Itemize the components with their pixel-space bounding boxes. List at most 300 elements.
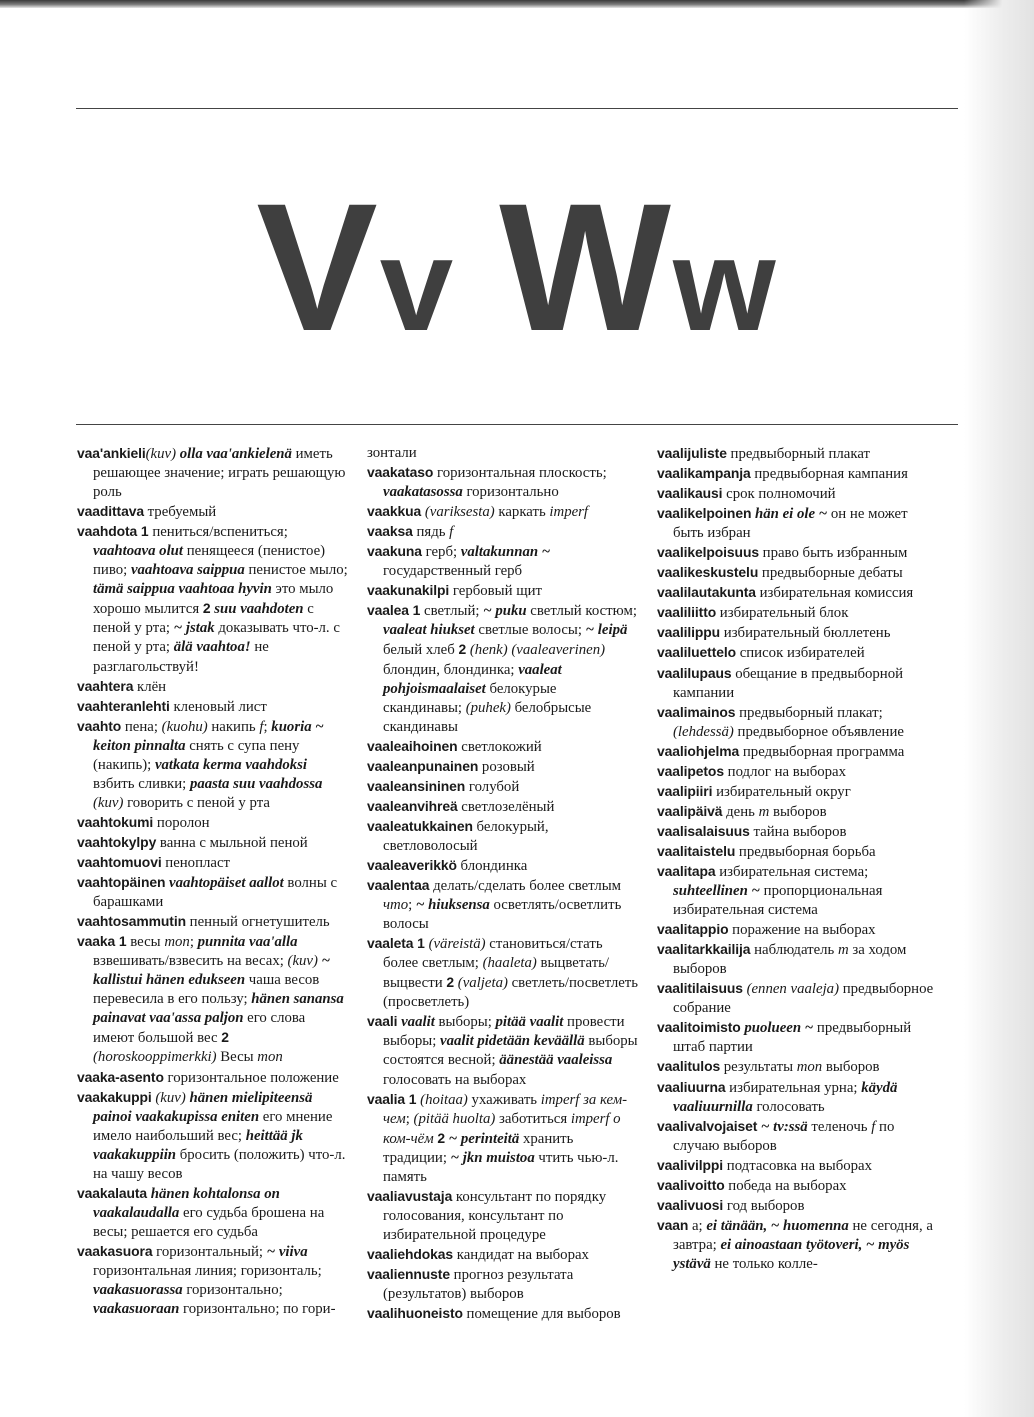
- sense-number: 1: [417, 935, 425, 952]
- translation-text: светлокожий: [457, 738, 542, 755]
- translation-text: горизонтальный;: [152, 1243, 267, 1260]
- translation-text: пенящееся (пенистое) пиво;: [93, 543, 326, 579]
- dictionary-entry: [367, 876, 639, 934]
- translation-text: день: [722, 803, 759, 820]
- translation-text: герб;: [421, 544, 461, 561]
- dictionary-entry: [77, 444, 348, 502]
- dictionary-column-3: [657, 444, 935, 1274]
- dictionary-entry: [657, 1057, 935, 1077]
- dictionary-entry: [77, 932, 348, 1067]
- translation-text: кандидат на выборах: [453, 1246, 589, 1263]
- translation-text: предвыборная кампания: [750, 466, 908, 483]
- dictionary-entry: [367, 1265, 639, 1304]
- headword: vaalivoitto: [657, 1176, 725, 1193]
- headword: vaalitapa: [657, 862, 716, 879]
- translation-text: доказывать что-л. с пеной у рта;: [93, 620, 340, 656]
- dictionary-entry: [367, 1187, 639, 1245]
- translation-text: предвыборные дебаты: [758, 565, 903, 582]
- translation-text: чтить чью-л. память: [383, 1149, 619, 1185]
- translation-text: пена;: [121, 718, 162, 735]
- dictionary-entry: [77, 677, 348, 697]
- translation-text: зонтали: [367, 445, 417, 461]
- usage-note: (variksesta): [424, 504, 495, 521]
- translation-text: белокурый, светловолосый: [383, 818, 549, 854]
- translation-text: право быть избранным: [758, 545, 908, 562]
- dictionary-entry: [367, 502, 639, 522]
- dictionary-entry: [77, 1242, 348, 1319]
- dictionary-entry: [657, 1018, 935, 1057]
- headword: vaalihuoneisto: [367, 1305, 463, 1322]
- translation-text: поражение на выборах: [728, 922, 876, 939]
- translation-text: выборы состоятся весной;: [383, 1033, 638, 1069]
- translation-text: голосовать на выборах: [383, 1071, 527, 1088]
- headword: vaahtomuovi: [77, 853, 162, 870]
- section-letter-heading: [76, 165, 958, 369]
- translation-text: горизонтальная линия; горизонталь;: [93, 1262, 322, 1279]
- translation-text: предвыборный плакат: [726, 446, 870, 462]
- translation-text: светлеть/посветлеть (просветлеть): [383, 975, 639, 1011]
- dictionary-entry: [657, 603, 935, 623]
- dictionary-entry: [657, 623, 935, 643]
- translation-text: а;: [688, 1217, 707, 1234]
- translation-text: пениться/вспениться;: [148, 524, 288, 541]
- headword: vaakkua: [367, 503, 422, 520]
- translation-text: белокурые скандинавы;: [383, 680, 557, 716]
- translation-text: говорить с пеной у рта: [123, 794, 270, 811]
- dictionary-entry: [657, 703, 935, 742]
- headword: vaaliehdokas: [367, 1245, 454, 1262]
- dictionary-entry: [367, 1245, 639, 1265]
- headword: vaaliluettelo: [657, 644, 736, 661]
- translation-text: пядь: [412, 524, 450, 541]
- translation-text: предвыборное объявление: [733, 723, 904, 740]
- translation-text: избирательная система;: [715, 863, 869, 880]
- example-phrase: ~ jkn muistoa: [450, 1149, 535, 1166]
- dictionary-entry: [657, 742, 935, 762]
- translation-text: становиться/стать более светлым;: [383, 936, 603, 972]
- example-phrase: olla vaa'ankielenä: [179, 446, 292, 462]
- dictionary-entry: [367, 1304, 639, 1324]
- translation-text: ванна с мыльной пеной: [156, 834, 308, 851]
- example-phrase: ~ tv:ssä: [761, 1118, 808, 1135]
- headword: vaalikeskustelu: [657, 564, 759, 581]
- usage-note: f: [871, 1118, 876, 1135]
- headword: vaakasuora: [77, 1242, 153, 1259]
- example-phrase: vaakasuoraan: [93, 1301, 180, 1318]
- headword: vaalipiiri: [657, 782, 713, 799]
- dictionary-entry: [367, 1090, 639, 1187]
- dictionary-entry: [77, 912, 348, 932]
- usage-note: m: [758, 803, 770, 820]
- headword: vaalikausi: [657, 485, 723, 502]
- headword: vaalitilaisuus: [657, 980, 743, 997]
- dictionary-entry: [657, 842, 935, 862]
- translation-text: розовый: [478, 758, 535, 775]
- dictionary-entry: [77, 873, 348, 912]
- translation-text: Весы: [216, 1049, 258, 1066]
- dictionary-entry: [657, 504, 935, 543]
- dictionary-entry: [367, 463, 639, 502]
- sense-number: 1: [412, 602, 421, 619]
- translation-text: срок полномочий: [722, 486, 836, 503]
- headword: vaalimainos: [657, 703, 736, 720]
- scan-top-shadow: [0, 0, 1034, 8]
- translation-text: консультант по порядку голосования, консультант по избирательной процедуре: [383, 1188, 607, 1243]
- usage-note: (kuv): [145, 446, 177, 462]
- headword: vaahteranlehti: [77, 697, 170, 714]
- translation-text: предвыборная программа: [739, 743, 905, 760]
- translation-text: тайна выборов: [749, 823, 847, 840]
- translation-text: избирательный блок: [716, 605, 849, 622]
- example-phrase: vatkata kerma vaahdoksi: [154, 756, 308, 773]
- example-phrase: valtakunnan ~: [460, 544, 551, 561]
- dictionary-entry: [367, 817, 639, 856]
- headword: vaalijuliste: [657, 445, 727, 461]
- translation-text: горизонтально;: [182, 1282, 283, 1299]
- translation-text: блондинка: [456, 857, 528, 874]
- dictionary-entry: [657, 979, 935, 1018]
- headword: vaalipetos: [657, 762, 724, 779]
- example-phrase: ~ leipä: [585, 622, 628, 639]
- translation-text: пенистое мыло;: [244, 562, 348, 579]
- example-phrase: vaahtoava saippua: [130, 562, 245, 579]
- sense-number: 1: [408, 1090, 417, 1107]
- translation-text: теленочь: [807, 1118, 872, 1135]
- headword: vaalitoimisto: [657, 1019, 741, 1036]
- headword: vaakunakilpi: [367, 582, 450, 599]
- translation-text: светлозелёный: [457, 798, 555, 815]
- translation-text: пропорциональная избирательная система: [673, 883, 883, 919]
- dictionary-entry: [657, 543, 935, 563]
- usage-note: (pitää huolta): [413, 1110, 496, 1127]
- translation-text: избирательная урна;: [725, 1079, 862, 1096]
- example-phrase: kuoria ~ keiton pinnalta: [93, 718, 324, 754]
- dictionary-entry: [367, 777, 639, 797]
- translation-text: помещение для выборов: [462, 1306, 621, 1323]
- scan-page-edge: [964, 0, 1034, 1417]
- sense-number: 2: [437, 1129, 446, 1146]
- example-phrase: vaahtoava olut: [93, 543, 184, 560]
- headword: vaaleatukkainen: [367, 817, 473, 834]
- translation-text: накипь: [207, 718, 260, 735]
- dictionary-entry: [657, 1117, 935, 1156]
- translation-text: пенопласт: [161, 854, 230, 871]
- example-phrase: vaalit: [401, 1014, 435, 1031]
- headword: vaakalauta: [77, 1184, 148, 1201]
- headword: vaahtopäinen: [77, 874, 166, 891]
- translation-text: кленовый лист: [169, 698, 267, 715]
- sense-number: 2: [458, 641, 467, 658]
- translation-text: список избирателей: [736, 645, 865, 662]
- headword: vaaleansininen: [367, 777, 466, 794]
- usage-note: (hoitaa): [420, 1091, 468, 1108]
- letter-upper-v: V: [256, 165, 380, 369]
- mid-rule: [76, 424, 958, 425]
- translation-text: выборы;: [434, 1014, 496, 1031]
- translation-text: подлог на выборах: [723, 763, 847, 780]
- dictionary-entry: [657, 484, 935, 504]
- sense-number: 1: [140, 523, 149, 540]
- translation-text: хранить традиции;: [383, 1130, 574, 1166]
- dictionary-entry: [657, 1078, 935, 1117]
- headword: vaakakuppi: [77, 1088, 152, 1105]
- headword: vaahdota: [77, 523, 138, 540]
- headword: vaahto: [77, 717, 122, 734]
- headword: vaahtokumi: [77, 813, 154, 830]
- usage-note: (kuv): [155, 1089, 186, 1106]
- translation-text: выцветать/выцвести: [383, 955, 610, 992]
- translation-text: с пеной у рта;: [93, 601, 314, 637]
- dictionary-entry: [77, 717, 348, 813]
- usage-note: mon: [796, 1059, 823, 1076]
- dictionary-entry: [657, 1156, 935, 1176]
- translation-text: ;: [405, 1110, 414, 1127]
- dictionary-entry: [657, 1196, 935, 1216]
- dictionary-entry: [657, 664, 935, 703]
- headword: vaalilippu: [657, 624, 721, 641]
- headword: vaaliavustaja: [367, 1187, 453, 1204]
- headword: vaalitulos: [657, 1058, 721, 1075]
- translation-text: осветлять/осветлить волосы: [383, 897, 622, 933]
- example-phrase: hänen sanansa painavat vaa'assa paljon: [93, 991, 344, 1027]
- dictionary-entry: [657, 920, 935, 940]
- translation-text: государственный герб: [383, 563, 523, 580]
- translation-text: блондин, блондинка;: [383, 661, 519, 678]
- dictionary-entry: [367, 934, 639, 1012]
- usage-note: (kuv): [287, 953, 318, 970]
- usage-note: (valjeta): [457, 975, 508, 992]
- example-phrase: hän ei ole ~: [755, 506, 828, 523]
- usage-note: (henk) (vaaleaverinen): [469, 642, 606, 659]
- translation-text: не только колле-: [710, 1255, 818, 1272]
- translation-text: взбить сливки;: [93, 775, 190, 792]
- translation-text: это мыло хорошо мылится: [93, 581, 334, 618]
- headword: vaalivalvojaiset: [657, 1117, 758, 1134]
- example-phrase: pitää vaalit: [495, 1014, 564, 1031]
- translation-text: волны с барашками: [93, 875, 338, 911]
- headword: vaalia: [367, 1090, 406, 1107]
- translation-text: результаты: [720, 1059, 797, 1076]
- headword: vaan: [657, 1216, 689, 1233]
- headword: vaaksa: [367, 523, 413, 540]
- translation-text: по случаю выборов: [673, 1118, 895, 1154]
- translation-text: пенный огнетушитель: [185, 914, 330, 931]
- top-rule: [76, 108, 958, 109]
- dictionary-column-2: [367, 444, 639, 1324]
- translation-text: победа на выборах: [724, 1177, 847, 1194]
- translation-text: год выборов: [723, 1197, 805, 1214]
- headword: vaaliliitto: [657, 604, 717, 621]
- headword: vaaliennuste: [367, 1265, 450, 1282]
- example-phrase: suhteellinen ~: [673, 883, 760, 900]
- dictionary-entry: [657, 444, 935, 464]
- example-phrase: punnita vaa'alla: [197, 934, 298, 951]
- example-phrase: älä vaahtoa!: [173, 639, 251, 656]
- translation-text: ;: [263, 718, 272, 735]
- translation-text: каркать: [494, 504, 550, 521]
- translation-text: чаша весов перевесила в его пользу;: [93, 972, 320, 1008]
- dictionary-entry: [657, 1176, 935, 1196]
- headword: vaaliuurna: [657, 1078, 726, 1095]
- dictionary-entry: [367, 856, 639, 876]
- translation-text: обещание в предвыборной кампании: [673, 665, 904, 701]
- headword: vaalilupaus: [657, 664, 732, 681]
- headword: vaalivilppi: [657, 1156, 724, 1173]
- dictionary-entry: [77, 813, 348, 833]
- dictionary-entry: [77, 522, 348, 676]
- translation-text: голосовать: [752, 1098, 825, 1115]
- dictionary-entry: [657, 822, 935, 842]
- dictionary-entry: [367, 542, 639, 581]
- headword: vaalentaa: [367, 877, 430, 894]
- headword: vaalisalaisuus: [657, 822, 750, 839]
- translation-text: подтасовка на выборах: [723, 1157, 873, 1174]
- example-phrase: ei ainoastaan työtoveri, ~ myös ystävä: [673, 1236, 910, 1272]
- translation-text: гербовый щит: [449, 583, 542, 600]
- translation-text: светлый;: [420, 603, 484, 620]
- headword: vaaka: [77, 933, 116, 950]
- dictionary-entry: [367, 581, 639, 601]
- example-phrase: vaakasuorassa: [93, 1282, 183, 1299]
- usage-note: что: [383, 897, 409, 914]
- translation-text: за ходом выборов: [673, 942, 907, 978]
- translation-text: его слова имеют большой вес: [93, 1010, 306, 1047]
- example-phrase: käydä vaaliuurnilla: [673, 1079, 898, 1115]
- dictionary-entry: [367, 601, 639, 736]
- translation-text: выборов: [769, 803, 827, 820]
- translation-text: предвыборный штаб партии: [673, 1020, 912, 1056]
- example-phrase: paasta suu vaahdossa: [189, 775, 323, 792]
- dictionary-entry: [77, 1088, 348, 1184]
- usage-note: (puhek): [465, 699, 511, 716]
- translation-text: поролон: [153, 814, 210, 831]
- translation-text: светлый костюм;: [526, 603, 637, 620]
- translation-text: снять с супа пену (накипь);: [93, 737, 300, 773]
- example-phrase: vaaleat pohjoismaalaiset: [383, 661, 562, 697]
- translation-text: ;: [408, 897, 416, 914]
- dictionary-entry: [367, 797, 639, 817]
- dictionary-entry: [77, 502, 348, 522]
- translation-text: предвыборное собрание: [673, 981, 934, 1017]
- headword: vaalipäivä: [657, 802, 723, 819]
- headword: vaaleanvihreä: [367, 797, 458, 814]
- headword: vaalea: [367, 602, 409, 619]
- example-phrase: ~ kallistui hänen edukseen: [93, 953, 331, 989]
- translation-text: предвыборная борьба: [735, 843, 876, 860]
- usage-note: mon: [164, 934, 190, 951]
- translation-text: делать/сделать более светлым: [429, 878, 622, 895]
- translation-text: прогноз результата (результатов) выборов: [383, 1266, 574, 1303]
- dictionary-entry: [657, 762, 935, 782]
- usage-note: m: [838, 942, 849, 959]
- example-phrase: hänen kohtalonsa on vaakalaudalla: [93, 1185, 280, 1221]
- example-phrase: vaaleat hiukset: [383, 622, 475, 639]
- letter-lower-v: v: [379, 211, 456, 358]
- translation-text: заботиться: [495, 1110, 571, 1127]
- sense-number: 2: [202, 600, 211, 617]
- translation-text: провести выборы;: [383, 1014, 625, 1050]
- usage-note: (kuohu): [161, 718, 208, 735]
- translation-text: горизонтальное положение: [163, 1069, 339, 1086]
- dictionary-entry: [657, 583, 935, 603]
- example-phrase: vaahtopäiset aallot: [169, 875, 284, 892]
- translation-text: требуемый: [143, 504, 217, 521]
- dictionary-entry: [367, 757, 639, 777]
- sense-number: 2: [446, 974, 455, 991]
- headword: vaakuna: [367, 543, 422, 560]
- headword: vaalitaistelu: [657, 842, 736, 859]
- headword: vaahtosammutin: [77, 913, 186, 930]
- headword: vaalitappio: [657, 921, 729, 938]
- dictionary-entry: [77, 853, 348, 873]
- dictionary-entry: [657, 643, 935, 663]
- translation-text: светлые волосы;: [474, 622, 586, 639]
- translation-text: не разглагольствуй!: [93, 639, 269, 675]
- translation-text: он не может быть избран: [673, 506, 908, 542]
- translation-text: горизонтально; по гори-: [179, 1301, 336, 1318]
- translation-text: его судьба брошена на весы; решается его судьба: [93, 1204, 325, 1240]
- translation-text: не сегодня, а завтра;: [673, 1217, 933, 1253]
- headword: vaaliohjelma: [657, 742, 740, 759]
- usage-note: f: [259, 718, 264, 735]
- dictionary-entry: [657, 1216, 935, 1274]
- dictionary-entry: [77, 1184, 348, 1242]
- usage-note: imperf о ком-чём: [383, 1110, 621, 1147]
- usage-note: (ennen vaaleja): [746, 981, 839, 998]
- translation-text: белый хлеб: [383, 642, 459, 659]
- headword: vaadittava: [77, 503, 144, 520]
- dictionary-entry: [367, 444, 639, 463]
- dictionary-entry: [77, 1068, 348, 1088]
- example-phrase: hänen mielipiteensä painoi vaakakupissa eniten: [93, 1089, 313, 1125]
- dictionary-entry: [657, 782, 935, 802]
- headword: vaaka-asento: [77, 1068, 164, 1085]
- headword: vaalikelpoisuus: [657, 544, 759, 561]
- headword: vaali: [367, 1013, 398, 1030]
- example-phrase: ~ perinteitä: [448, 1130, 520, 1147]
- usage-note: (kuv): [93, 794, 124, 811]
- translation-text: ухаживать: [467, 1091, 541, 1108]
- headword: vaalivuosi: [657, 1196, 724, 1213]
- example-phrase: ~ hiuksensa: [415, 897, 490, 914]
- headword: vaalilautakunta: [657, 584, 756, 601]
- translation-text: белобрысые скандинавы: [383, 699, 592, 735]
- dictionary-entry: [367, 737, 639, 757]
- translation-text: голубой: [465, 778, 520, 795]
- headword: vaalitarkkailija: [657, 941, 751, 958]
- translation-text: весы: [126, 934, 165, 951]
- dictionary-entry: [657, 464, 935, 484]
- dictionary-entry: [367, 1012, 639, 1089]
- headword: vaahtokylpy: [77, 833, 157, 850]
- dictionary-entry: [657, 862, 935, 920]
- translation-text: его мнение имело наибольший вес;: [93, 1108, 333, 1144]
- headword: vaalikelpoinen: [657, 505, 752, 522]
- translation-text: предвыборный плакат;: [735, 704, 883, 721]
- dictionary-entry: [77, 697, 348, 717]
- dictionary-entry: [657, 802, 935, 822]
- dictionary-entry: [77, 833, 348, 853]
- headword: vaahtera: [77, 677, 134, 694]
- dictionary-entry: [657, 563, 935, 583]
- dictionary-entry: [367, 522, 639, 542]
- example-phrase: puolueen ~: [744, 1020, 814, 1037]
- usage-note: (horoskooppimerkki): [93, 1049, 217, 1066]
- headword: vaaleaihoinen: [367, 737, 458, 754]
- sense-number: 1: [118, 933, 127, 950]
- dictionary-column-1: [77, 444, 348, 1319]
- letter-upper-w: W: [499, 165, 673, 369]
